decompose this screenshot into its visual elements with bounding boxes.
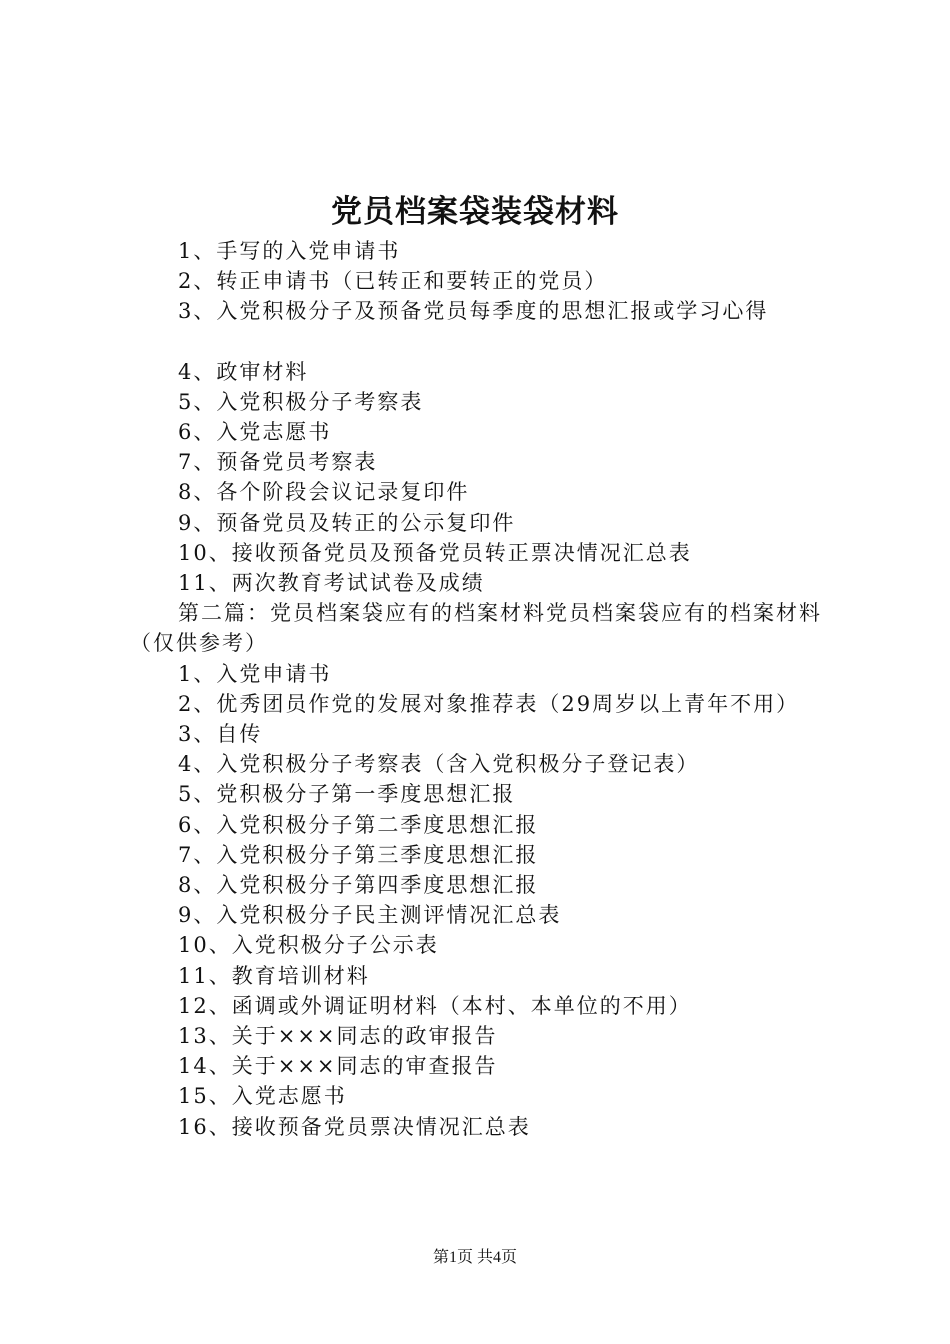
list-item: 6、入党志愿书 <box>178 420 332 445</box>
list-item: 4、入党积极分子考察表（含入党积极分子登记表） <box>178 752 700 777</box>
list-item: 11、两次教育考试试卷及成绩 <box>178 571 485 596</box>
list-item: 6、入党积极分子第二季度思想汇报 <box>178 812 539 837</box>
list-item: 9、入党积极分子民主测评情况汇总表 <box>178 903 562 928</box>
list-item: 8、各个阶段会议记录复印件 <box>178 480 470 505</box>
list-item: 16、接收预备党员票决情况汇总表 <box>178 1114 531 1139</box>
list-item: 2、转正申请书（已转正和要转正的党员） <box>178 269 608 294</box>
list-item: 8、入党积极分子第四季度思想汇报 <box>178 873 539 898</box>
list-item: 3、入党积极分子及预备党员每季度的思想汇报或学习心得 <box>178 299 769 324</box>
list-item: 10、入党积极分子公示表 <box>178 933 439 958</box>
blank-line <box>130 327 832 357</box>
list-item: 7、入党积极分子第三季度思想汇报 <box>178 842 539 867</box>
list-item: 13、关于×××同志的政审报告 <box>178 1024 498 1049</box>
list-item: 5、党积极分子第一季度思想汇报 <box>178 782 516 807</box>
list-item: 2、优秀团员作党的发展对象推荐表（29周岁以上青年不用） <box>178 691 800 716</box>
list-item: 7、预备党员考察表 <box>178 450 378 475</box>
document-body <box>130 236 832 1142</box>
list-item: 1、手写的入党申请书 <box>178 239 401 263</box>
list-item: 15、入党志愿书 <box>178 1084 347 1109</box>
list-item: 10、接收预备党员及预备党员转正票决情况汇总表 <box>178 540 692 565</box>
list-item: 14、关于×××同志的审查报告 <box>178 1054 498 1079</box>
list-item: 11、教育培训材料 <box>178 963 370 988</box>
list-item: 4、政审材料 <box>178 359 309 384</box>
document-title: 党员档案袋装袋材料 <box>331 194 619 230</box>
list-item: 9、预备党员及转正的公示复印件 <box>178 510 516 535</box>
page-number-footer: 第1页 共4页 <box>432 1249 517 1266</box>
list-item: 1、入党申请书 <box>178 661 332 686</box>
list-item: 3、自传 <box>178 722 263 747</box>
list-item: 5、入党积极分子考察表 <box>178 389 424 414</box>
section-heading: 第二篇：党员档案袋应有的档案材料党员档案袋应有的档案材料（仅供参考） <box>130 601 822 656</box>
list-item: 12、函调或外调证明材料（本村、本单位的不用） <box>178 993 692 1018</box>
